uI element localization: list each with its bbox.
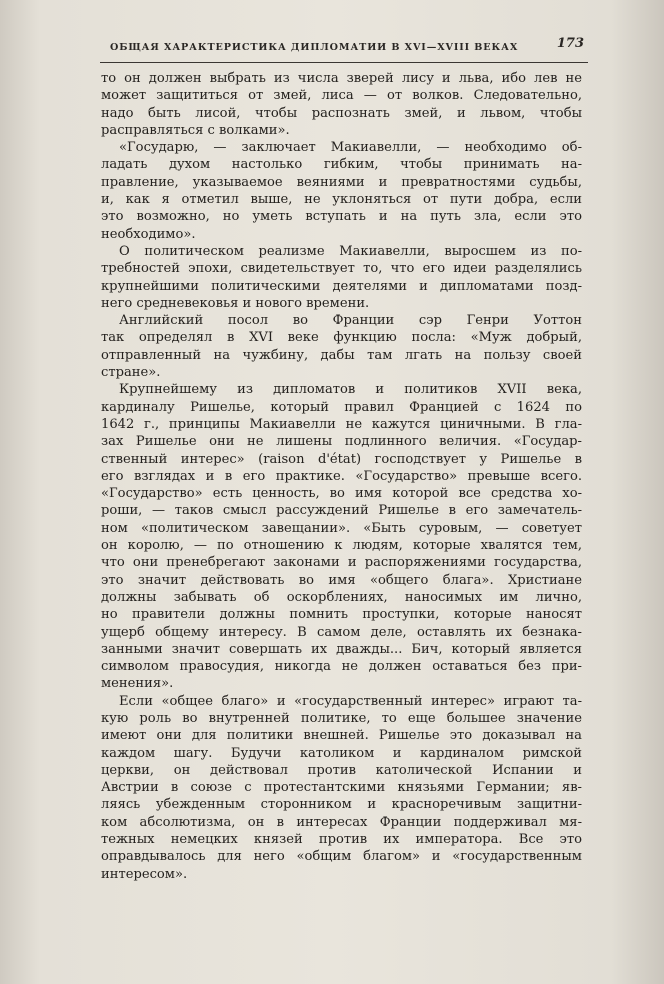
text-line: оправдывалось для него «общим благом» и «государственным xyxy=(101,849,582,865)
text-line: «Государю, — заключает Макиавелли, — необходимо об- xyxy=(119,140,582,156)
text-line: правление, указываемое веяниями и превратностями судьбы, xyxy=(101,174,582,190)
text-line: может защититься от змей, лиса — от волков. Следовательно, xyxy=(101,88,582,104)
text-line: ладать духом настолько гибким, чтобы принимать на- xyxy=(101,157,582,173)
text-line: ущерб общему интересу. В самом деле, оставлять их безнака- xyxy=(101,624,582,640)
text-line: должны забывать об оскорблениях, наносимых им лично, xyxy=(101,589,582,605)
text-line: Крупнейшему из дипломатов и политиков XVII века, xyxy=(119,382,582,398)
text-line: это возможно, но уметь вступать и на путь зла, если это xyxy=(101,209,582,225)
text-line: каждом шагу. Будучи католиком и кардиналом римской xyxy=(101,745,582,761)
text-line: ком абсолютизма, он в интересах Франции поддерживал мя- xyxy=(101,814,582,830)
header-rule xyxy=(100,62,588,63)
text-line: менения». xyxy=(101,676,174,692)
text-line: Английский посол во Франции сэр Генри Уоттон xyxy=(119,313,582,329)
text-line: крупнейшими политическими деятелями и дипломатами позд- xyxy=(101,278,582,294)
text-line: отправленный на чужбину, дабы там лгать на пользу своей xyxy=(101,347,582,363)
body-text xyxy=(101,70,582,883)
paragraph xyxy=(101,693,582,883)
text-line: и, как я отметил выше, не уклоняться от пути добра, если xyxy=(101,192,582,208)
text-line: имеют они для политики внешней. Ришелье это доказывал на xyxy=(101,728,582,744)
text-line: стране». xyxy=(101,365,161,381)
text-line: кую роль во внутренней политике, то еще большее значение xyxy=(101,710,582,726)
text-line: символом правосудия, никогда не должен оставаться без при- xyxy=(101,659,582,675)
text-line: Австрии в союзе с протестантскими князьями Германии; яв- xyxy=(101,780,582,796)
text-line: требностей эпохи, свидетельствует то, что его идеи разделялись xyxy=(101,261,582,277)
text-line: так определял в XVI веке функцию посла: «Муж добрый, xyxy=(101,330,582,346)
page-number: 173 xyxy=(556,36,584,51)
text-line: «Государство» есть ценность, во имя которой все средства хо- xyxy=(101,486,582,502)
paragraph xyxy=(101,243,582,312)
text-line: интересом». xyxy=(101,866,188,882)
text-line: роши, — таков смысл рассуждений Ришелье в его замечатель- xyxy=(101,503,582,519)
text-line: расправляться с волками». xyxy=(101,122,290,138)
text-line: необходимо». xyxy=(101,226,196,242)
text-line: надо быть лисой, чтобы распознать змей, и львом, чтобы xyxy=(101,105,582,121)
text-line: но правители должны помнить проступки, которые наносят xyxy=(101,607,582,623)
running-title: ОБЩАЯ ХАРАКТЕРИСТИКА ДИПЛОМАТИИ В XVI—XVIII ВЕКАХ xyxy=(110,42,519,53)
paragraph xyxy=(101,381,582,692)
text-line: ляясь убежденным сторонником и красноречивым защитни- xyxy=(101,797,582,813)
text-line: он королю, — по отношению к людям, которые хвалятся тем, xyxy=(101,538,582,554)
text-line: это значит действовать во имя «общего блага». Христиане xyxy=(101,572,582,588)
text-line: церкви, он действовал против католической Испании и xyxy=(101,762,582,778)
text-line: его взглядах и в его практике. «Государство» превыше всего. xyxy=(101,468,582,484)
text-line: ственный интерес» (raison d'état) господствует у Ришелье в xyxy=(101,451,582,467)
text-line: тежных немецких князей против их императора. Все это xyxy=(101,832,582,848)
text-line: 1642 г., принципы Макиавелли не кажутся циничными. В гла- xyxy=(101,416,582,432)
paragraph xyxy=(101,312,582,381)
text-line: зах Ришелье они не лишены подлинного величия. «Государ- xyxy=(101,434,582,450)
running-head xyxy=(100,36,590,60)
paragraph xyxy=(101,139,582,243)
text-line: то он должен выбрать из числа зверей лису и льва, ибо лев не xyxy=(101,71,582,86)
text-line: что они пренебрегают законами и распоряжениями государства, xyxy=(101,555,582,571)
text-line: занными значит совершать их дважды... Бич, который является xyxy=(101,641,582,657)
paragraph xyxy=(101,70,582,139)
text-line: кардиналу Ришелье, который правил Францией с 1624 по xyxy=(101,399,582,415)
text-line: Если «общее благо» и «государственный интерес» играют та- xyxy=(119,693,582,709)
text-line: ном «политическом завещании». «Быть суровым, — советует xyxy=(101,520,582,536)
text-line: него средневековья и нового времени. xyxy=(101,295,370,311)
text-line: О политическом реализме Макиавелли, выросшем из по- xyxy=(119,243,582,259)
